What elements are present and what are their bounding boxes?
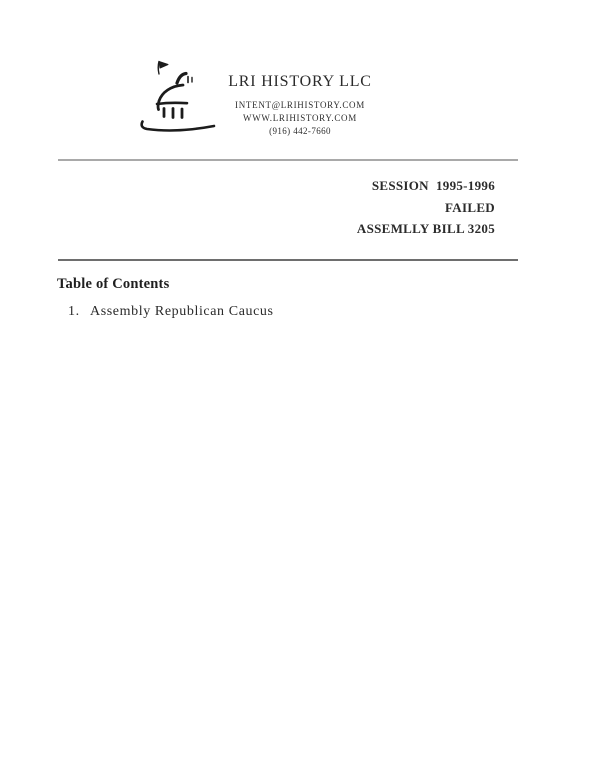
status-label: FAILED	[445, 199, 495, 215]
bill-label: ASSEMLLY BILL 3205	[356, 221, 495, 236]
company-phone: (916) 442-7660	[269, 126, 331, 136]
toc-item-number: 1.	[68, 304, 80, 319]
company-email: INTENT@LRIHISTORY.COM	[235, 100, 365, 110]
company-website: WWW.LRIHISTORY.COM	[243, 113, 357, 123]
company-name: LRI HISTORY LLC	[228, 73, 372, 90]
toc-item	[68, 304, 274, 320]
session-label: SESSION 1995-1996	[371, 178, 495, 193]
header-divider	[58, 159, 518, 161]
section-divider	[58, 259, 518, 261]
toc-heading: Table of Contents	[57, 276, 170, 292]
toc-item-label: Assembly Republican Caucus	[90, 304, 274, 319]
document-info-block	[357, 175, 495, 240]
